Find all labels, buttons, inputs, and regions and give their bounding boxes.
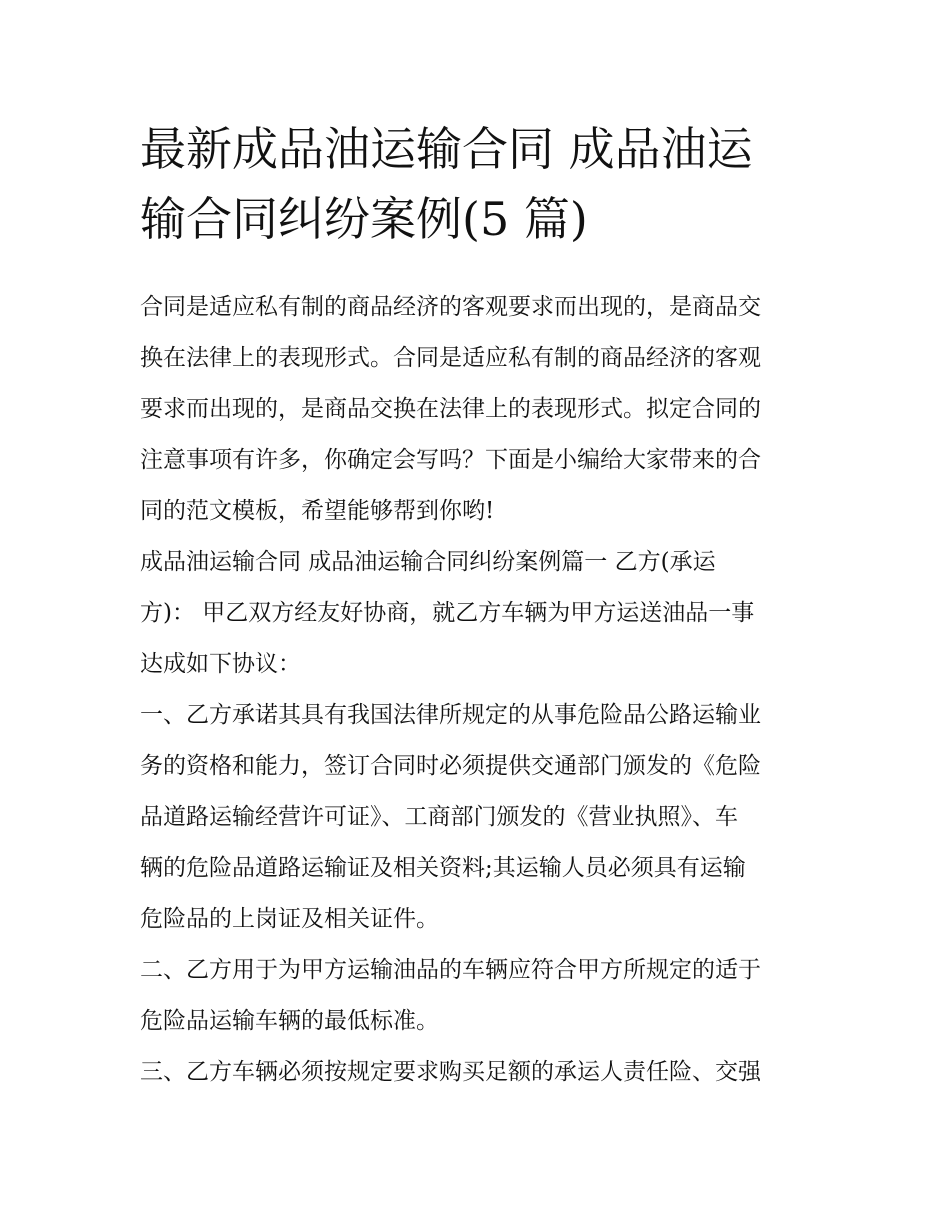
title-line: 最新成品油运输合同 成品油运 (140, 122, 753, 176)
text-line: 务的资格和能力，签订合同时必须提供交通部门颁发的《危险 (140, 753, 761, 779)
paragraph-clause-1 (140, 690, 820, 945)
text-line: 三、乙方车辆必须按规定要求购买足额的承运人责任险、交强 (140, 1059, 761, 1085)
text-line: 品道路运输经营许可证》、工商部门颁发的《营业执照》、车 (140, 804, 738, 830)
paragraph-section-heading (140, 537, 820, 690)
text-line: 辆的危险品道路运输证及相关资料;其运输人员必须具有运输 (140, 855, 746, 881)
text-line: 注意事项有许多，你确定会写吗？下面是小编给大家带来的合 (140, 447, 761, 473)
text-line: 同的范文模板，希望能够帮到你哟! (140, 498, 495, 524)
text-line: 达成如下协议： (140, 651, 301, 677)
paragraph-clause-2 (140, 945, 820, 1047)
text-line: 危险品运输车辆的最低标准。 (140, 1008, 439, 1034)
text-line: 成品油运输合同 成品油运输合同纠纷案例篇一 乙方(承运 (140, 549, 716, 575)
text-line: 一、乙方承诺其具有我国法律所规定的从事危险品公路运输业 (140, 702, 761, 728)
title-line: 输合同纠纷案例(5 篇) (140, 192, 588, 246)
paragraph-intro (140, 282, 820, 537)
paragraph-clause-3 (140, 1047, 820, 1098)
text-line: 方)： 甲乙双方经友好协商，就乙方车辆为甲方运送油品一事 (140, 600, 755, 626)
text-line: 换在法律上的表现形式。合同是适应私有制的商品经济的客观 (140, 345, 761, 371)
text-line: 合同是适应私有制的商品经济的客观要求而出现的，是商品交 (140, 294, 761, 320)
text-line: 二、乙方用于为甲方运输油品的车辆应符合甲方所规定的适于 (140, 957, 761, 983)
document-body (140, 282, 820, 1098)
text-line: 危险品的上岗证及相关证件。 (140, 906, 439, 932)
text-line: 要求而出现的，是商品交换在法律上的表现形式。拟定合同的 (140, 396, 761, 422)
document-title (140, 114, 820, 254)
